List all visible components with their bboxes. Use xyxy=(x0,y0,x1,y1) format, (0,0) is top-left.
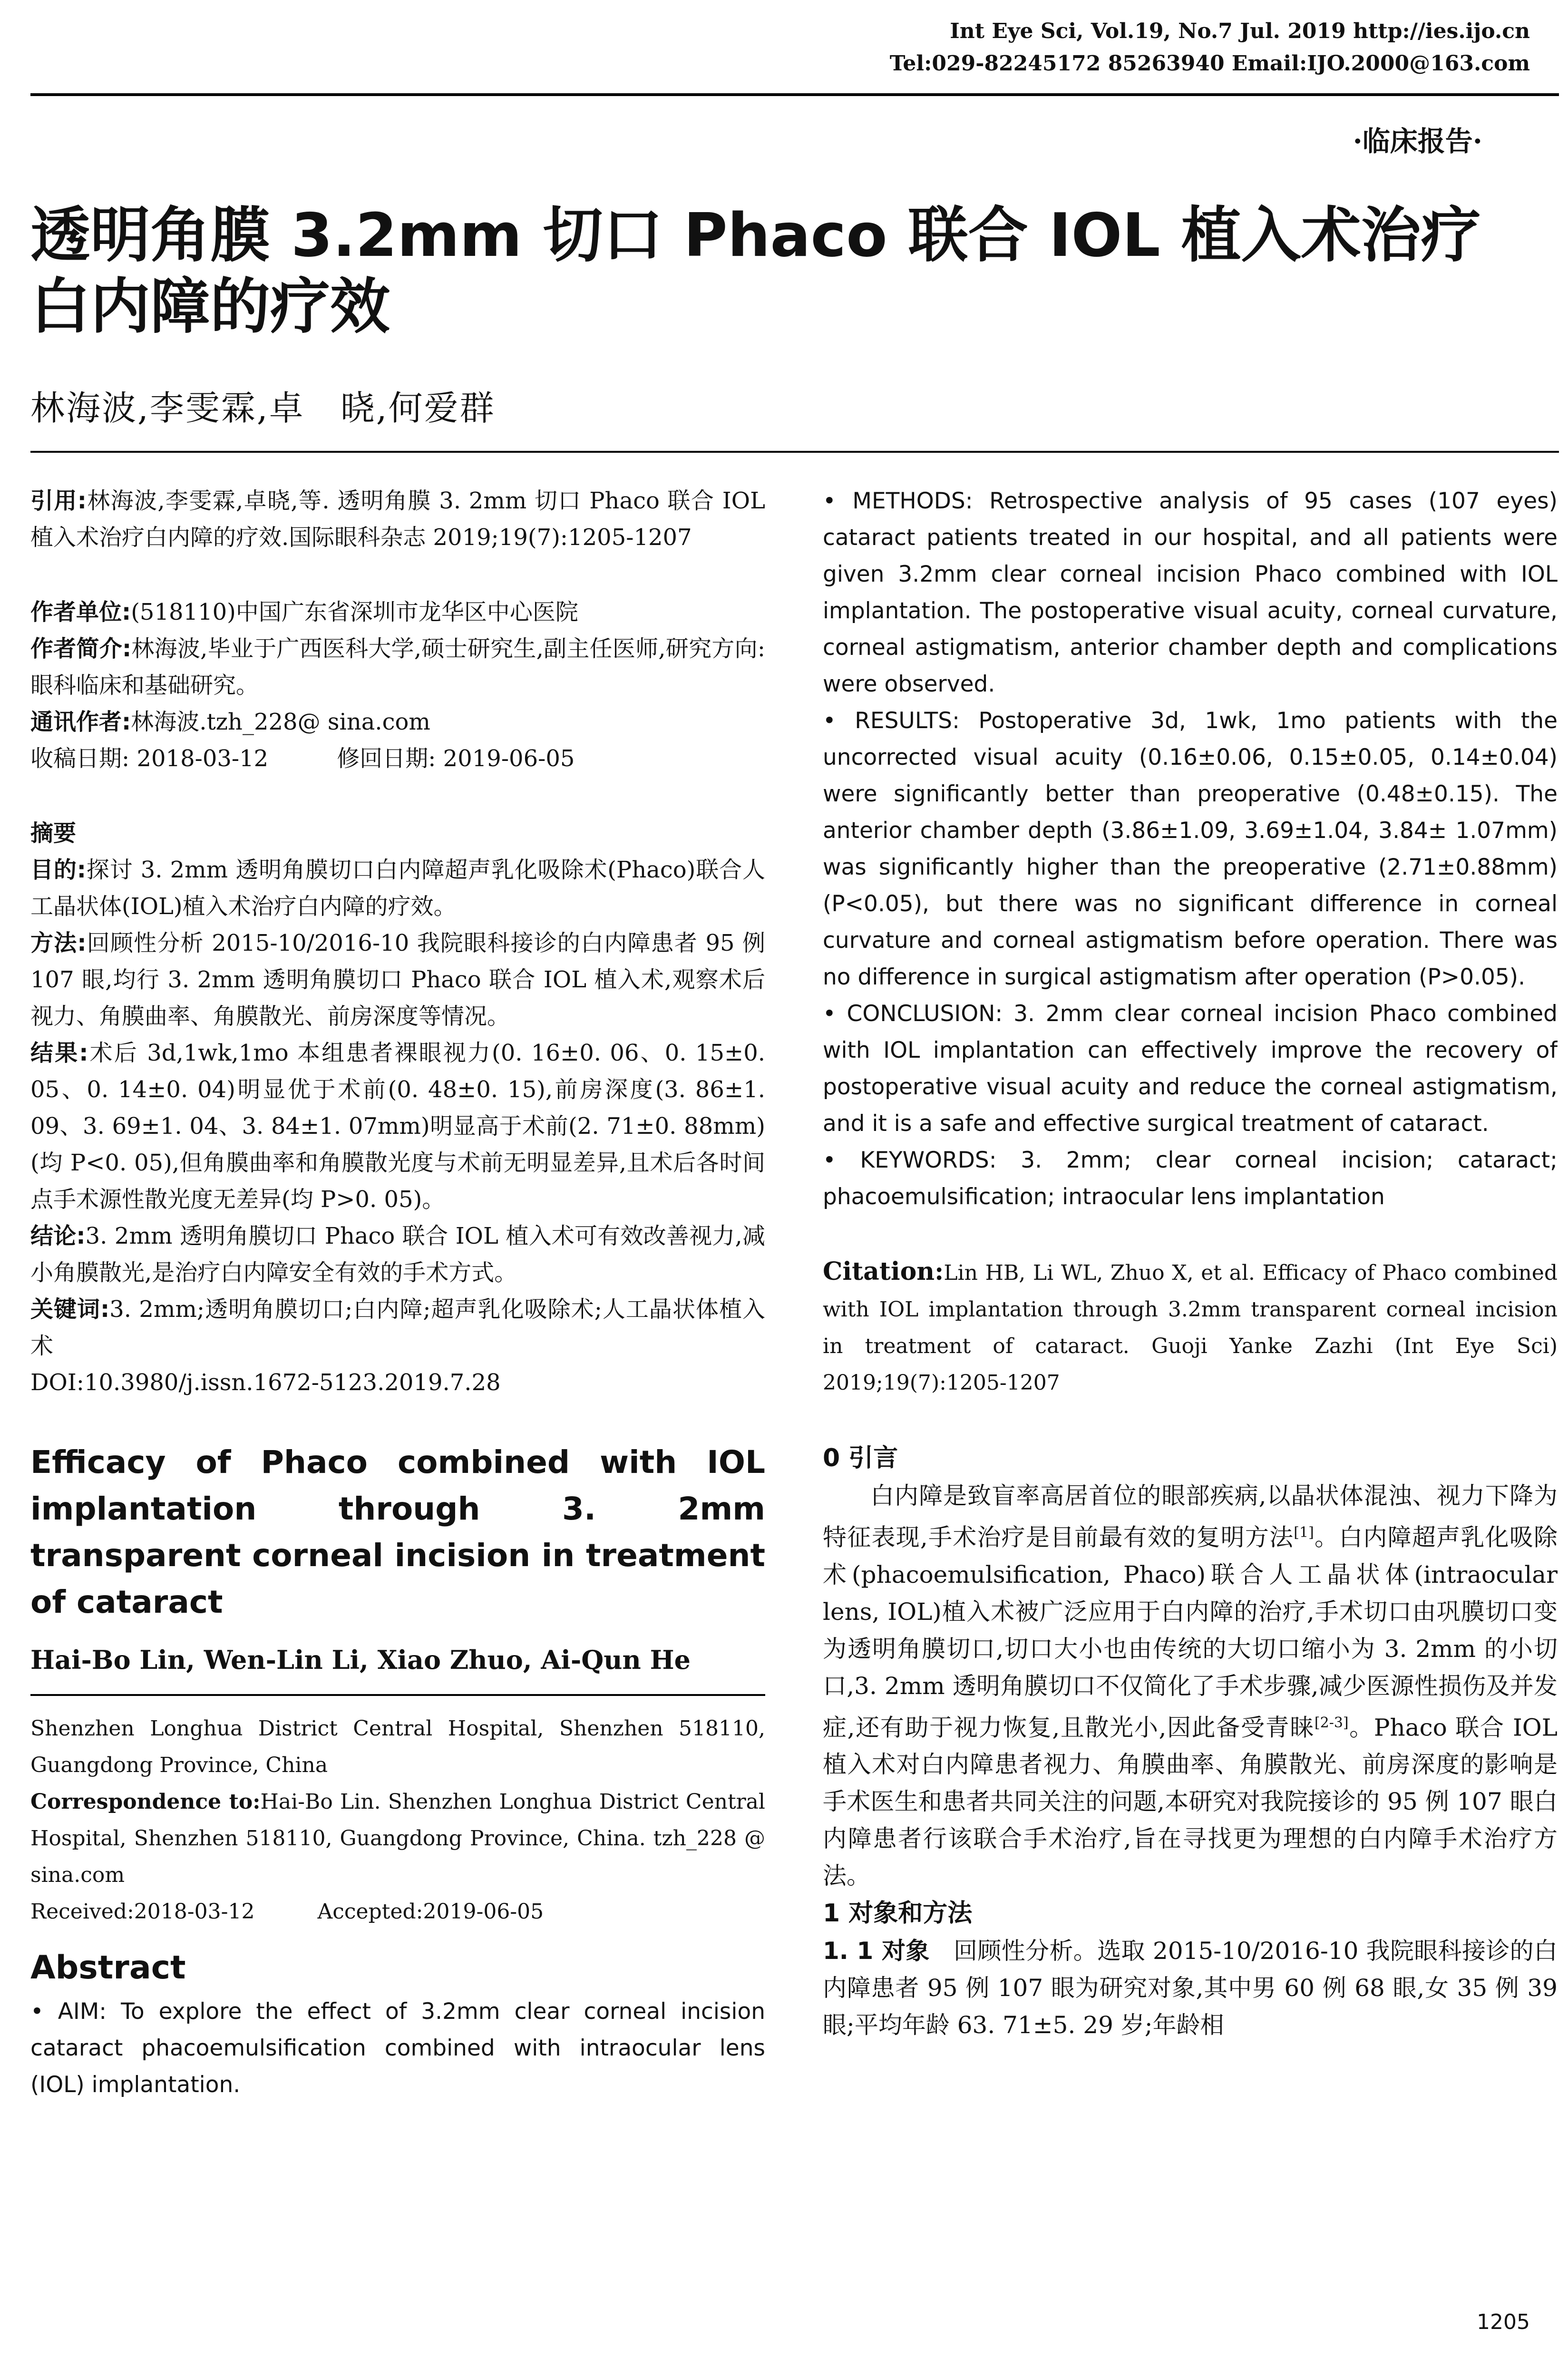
intro-heading: 0 引言 xyxy=(823,1444,898,1472)
abstract-cn-results xyxy=(30,1035,765,1218)
abstract-cn-heading: 摘要 xyxy=(30,820,77,847)
intro-text-part2: 。白内障超声乳化吸除术(phacoemulsification, Phaco)联合人工晶状体(intraocular lens, IOL)植入术被广泛应用于白内障的治疗,手术切口由巩膜切口变为透明角膜切口,切口大小也由传统的大切口缩小为 3. 2mm 的小切口,3. 2mm 透明角膜切口不仅简化了手术步骤,减少医源性损伤及并发症,还有助于视力恢复,且散光小,因此备受青睐 xyxy=(823,1523,1558,1742)
corresponding-author-label: 通讯作者: xyxy=(30,709,131,735)
english-aim xyxy=(30,1993,765,2103)
abstract-cn-aim-text: 探讨 3. 2mm 透明角膜切口白内障超声乳化吸除术(Phaco)联合人工晶状体(IOL)植入术治疗白内障的疗效。 xyxy=(30,857,765,920)
abstract-cn-keywords-text: 3. 2mm;透明角膜切口;白内障;超声乳化吸除术;人工晶状体植入术 xyxy=(30,1296,765,1359)
dates-cn xyxy=(30,740,765,777)
abstract-cn-conclusion-label: 结论: xyxy=(30,1223,86,1249)
intro-text-part1: 白内障是致盲率高居首位的眼部疾病,以晶状体混浊、视力下降为特征表现,手术治疗是目前最有效的复明方法 xyxy=(823,1482,1558,1551)
abstract-cn-keywords xyxy=(30,1291,765,1364)
author-bio xyxy=(30,631,765,704)
author-unit-text: (518110)中国广东省深圳市龙华区中心医院 xyxy=(131,599,578,625)
left-column xyxy=(30,483,765,2252)
english-results-text: Postoperative 3d, 1wk, 1mo patients with the uncorrected visual acuity (0.16±0.06, 0.15±0.05, 0.14±0.04) were significantly better than preoperative (0.48±0.15). The anterior chamber depth (3.86±1.09, 3.69±1.04, 3.84± 1.07mm) was significantly higher than the preoperative (2.71±0.88mm) (P<0.05), but there was no significant difference in corneal curvature and corneal astigmatism before operation. There was no difference in surgical astigmatism after operation (P>0.05). xyxy=(823,708,1558,990)
english-conclusion-text: 3. 2mm clear corneal incision Phaco combined with IOL implantation can effectively improve the recovery of postoperative visual acuity and reduce the corneal astigmatism, and it is a safe and effective surgical treatment of cataract. xyxy=(823,1001,1558,1137)
english-received: Received:2018-03-12 xyxy=(30,1900,255,1924)
received-date: 2018-03-12 xyxy=(136,745,269,772)
section-label: ·临床报告· xyxy=(1353,125,1482,157)
article-title: 透明角膜 3.2mm 切口 Phaco 联合 IOL 植入术治疗白内障的疗效 xyxy=(30,200,1481,341)
page-number: 1205 xyxy=(1477,2310,1530,2334)
english-results-label: • RESULTS: xyxy=(823,708,960,734)
english-authors-divider xyxy=(30,1694,765,1696)
english-correspondence-text: Hai-Bo Lin. Shenzhen Longhua District Central Hospital, Shenzhen 518110, Guangdong Province, China. tzh_228 @ sina.com xyxy=(30,1790,765,1887)
abstract-cn-results-text: 术后 3d,1wk,1mo 本组患者裸眼视力(0. 16±0. 06、0. 15±0. 05、0. 14±0. 04)明显优于术前(0. 48±0. 15),前房深度(3. 86±1. 09、3. 69±1. 04、3. 84±1. 07mm)明显高于术前(2. 71±0. 88mm)(均 P<0. 05),但角膜曲率和角膜散光度与术前无明显差异,且术后各时间点手术源性散光度无差异(均 P>0. 05)。 xyxy=(30,1040,765,1213)
english-methods-label: • METHODS: xyxy=(823,488,973,514)
intro-paragraph xyxy=(823,1477,1558,1894)
title-divider xyxy=(30,451,1559,453)
english-aim-label: • AIM: xyxy=(30,1998,107,2025)
english-citation-label: Citation: xyxy=(823,1257,944,1286)
article-authors: 林海波,李雯霖,卓 晓,何爱群 xyxy=(30,388,496,428)
abstract-cn-keywords-label: 关键词: xyxy=(30,1296,110,1323)
abstract-cn-aim-label: 目的: xyxy=(30,857,86,883)
abstract-cn-conclusion-text: 3. 2mm 透明角膜切口 Phaco 联合 IOL 植入术可有效改善视力,减小角膜散光,是治疗白内障安全有效的手术方式。 xyxy=(30,1223,765,1286)
english-accepted: Accepted:2019-06-05 xyxy=(317,1900,544,1924)
english-results xyxy=(823,702,1558,995)
author-unit xyxy=(30,594,765,631)
right-column xyxy=(823,483,1558,2252)
journal-header-line2: Tel:029-82245172 85263940 Email:IJO.2000@163.com xyxy=(889,51,1530,76)
journal-header-line1: Int Eye Sci, Vol.19, No.7 Jul. 2019 http://ies.ijo.cn xyxy=(950,19,1530,43)
english-authors: Hai-Bo Lin, Wen-Lin Li, Xiao Zhuo, Ai-Qun He xyxy=(30,1645,691,1675)
english-affiliation: Shenzhen Longhua District Central Hospital, Shenzhen 518110, Guangdong Province, China xyxy=(30,1716,765,1777)
english-keywords xyxy=(823,1142,1558,1215)
abstract-cn-methods xyxy=(30,925,765,1035)
corresponding-author xyxy=(30,704,765,740)
citation-cn-text: 林海波,李雯霖,卓晓,等. 透明角膜 3. 2mm 切口 Phaco 联合 IOL 植入术治疗白内障的疗效.国际眼科杂志 2019;19(7):1205-1207 xyxy=(30,487,765,551)
english-citation-text: Lin HB, Li WL, Zhuo X, et al. Efficacy of Phaco combined with IOL implantation through 3.2mm transparent corneal incision in treatment of cataract. Guoji Yanke Zazhi (Int Eye Sci) 2019;19(7):1205-1207 xyxy=(823,1261,1558,1395)
abstract-cn-conclusion xyxy=(30,1218,765,1291)
english-abstract-heading: Abstract xyxy=(30,1949,186,1987)
english-correspondence xyxy=(30,1783,765,1893)
methods-heading: 1 对象和方法 xyxy=(823,1899,973,1928)
english-citation xyxy=(823,1253,1558,1401)
english-correspondence-label: Correspondence to: xyxy=(30,1790,261,1814)
subjects-paragraph xyxy=(823,1932,1558,2044)
abstract-cn-aim xyxy=(30,852,765,925)
intro-text-part3: 。Phaco 联合 IOL 植入术对白内障患者视力、角膜曲率、角膜散光、前房深度的影响是手术医生和患者共同关注的问题,本研究对我院接诊的 95 例 107 眼白内障患者行该联合手术治疗,旨在寻找更为理想的白内障手术治疗方法。 xyxy=(823,1714,1558,1890)
received-label: 收稿日期: xyxy=(30,745,130,772)
ref-1: [1] xyxy=(1294,1524,1314,1541)
corresponding-author-text: 林海波.tzh_228@ sina.com xyxy=(131,709,430,735)
abstract-cn-methods-label: 方法: xyxy=(30,930,87,956)
abstract-cn-methods-text: 回顾性分析 2015-10/2016-10 我院眼科接诊的白内障患者 95 例 107 眼,均行 3. 2mm 透明角膜切口 Phaco 联合 IOL 植入术,观察术后视力、角膜曲率、角膜散光、前房深度等情况。 xyxy=(30,930,765,1030)
author-bio-label: 作者简介: xyxy=(30,635,132,662)
revised-label: 修回日期: xyxy=(337,745,436,772)
header-divider xyxy=(30,93,1559,96)
english-conclusion-label: • CONCLUSION: xyxy=(823,1001,1003,1027)
subjects-text: 回顾性分析。选取 2015-10/2016-10 我院眼科接诊的白内障患者 95 例 107 眼为研究对象,其中男 60 例 68 眼,女 35 例 39 眼;平均年龄 63. 71±5. 29 岁;年龄相 xyxy=(823,1937,1558,2039)
english-keywords-label: • KEYWORDS: xyxy=(823,1147,997,1173)
english-dates xyxy=(30,1893,765,1930)
author-unit-label: 作者单位: xyxy=(30,599,131,625)
english-keywords-text: 3. 2mm; clear corneal incision; cataract; phacoemulsification; intraocular lens implantation xyxy=(823,1147,1558,1210)
citation-cn xyxy=(30,483,765,556)
doi: DOI:10.3980/j.issn.1672-5123.2019.7.28 xyxy=(30,1369,501,1396)
english-methods xyxy=(823,483,1558,702)
subjects-heading: 1. 1 对象 xyxy=(823,1937,930,1965)
abstract-cn-results-label: 结果: xyxy=(30,1040,88,1066)
citation-cn-label: 引用: xyxy=(30,487,87,514)
english-title: Efficacy of Phaco combined with IOL implantation through 3. 2mm transparent corneal incision in treatment of cataract xyxy=(30,1444,765,1620)
revised-date: 2019-06-05 xyxy=(443,745,575,772)
english-aim-text: To explore the effect of 3.2mm clear corneal incision cataract phacoemulsification combined with intraocular lens (IOL) implantation. xyxy=(30,1998,765,2098)
english-conclusion xyxy=(823,995,1558,1142)
ref-2-3: [2-3] xyxy=(1314,1714,1349,1731)
author-bio-text: 林海波,毕业于广西医科大学,硕士研究生,副主任医师,研究方向:眼科临床和基础研究。 xyxy=(30,635,765,699)
english-methods-text: Retrospective analysis of 95 cases (107 eyes) cataract patients treated in our hospital, and all patients were given 3.2mm clear corneal incision Phaco combined with IOL implantation. The postoperative visual acuity, corneal curvature, corneal astigmatism, anterior chamber depth and complications were observed. xyxy=(823,488,1558,697)
